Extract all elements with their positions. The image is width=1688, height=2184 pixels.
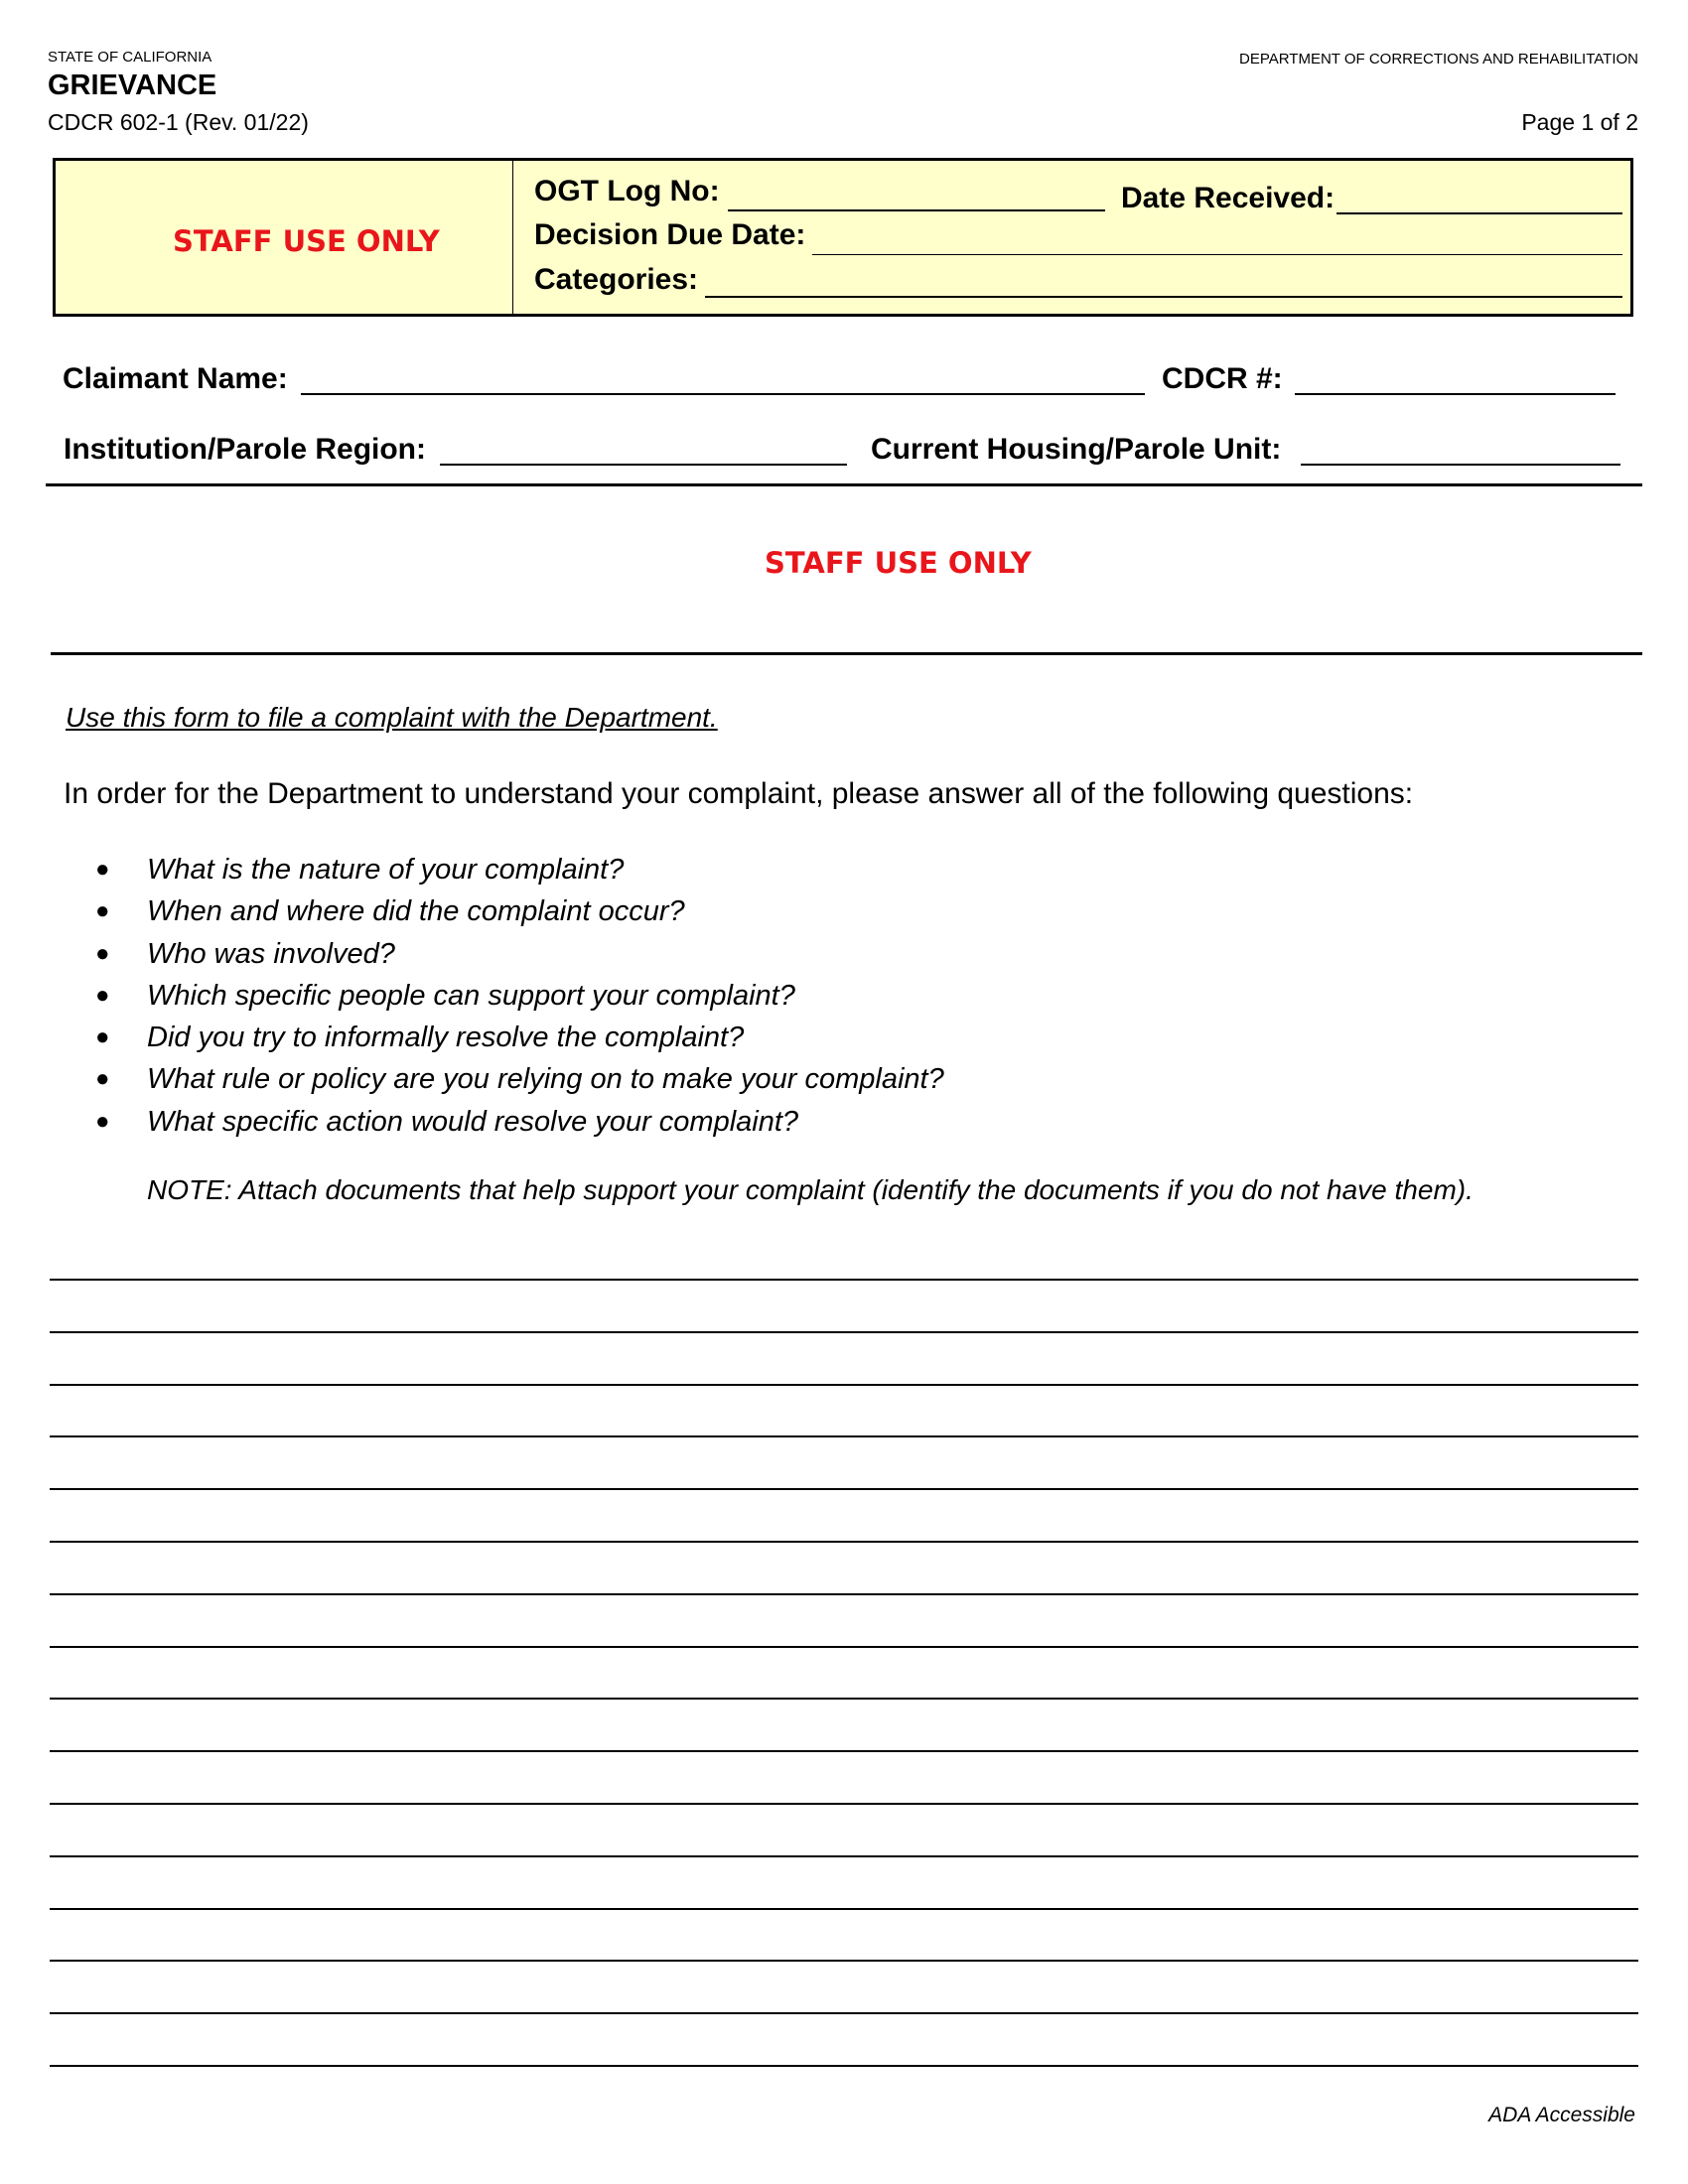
list-item: ● When and where did the complaint occur? (95, 890, 944, 932)
ogt-log-no-field[interactable] (728, 209, 1105, 211)
writing-line[interactable] (50, 1488, 1638, 1490)
writing-line[interactable] (50, 1750, 1638, 1752)
institution-field[interactable] (440, 464, 847, 466)
writing-line[interactable] (50, 1698, 1638, 1700)
section-divider-bottom (51, 652, 1642, 655)
writing-line[interactable] (50, 1593, 1638, 1595)
writing-line[interactable] (50, 2012, 1638, 2014)
list-item: ● Which specific people can support your complaint? (95, 975, 944, 1017)
categories-label: Categories: (534, 263, 699, 296)
ada-accessible-label: ADA Accessible (1488, 2104, 1635, 2126)
staff-box-divider (512, 161, 513, 314)
writing-line[interactable] (50, 1279, 1638, 1281)
writing-line[interactable] (50, 1855, 1638, 1857)
staff-use-only-label: STAFF USE ONLY (173, 224, 440, 258)
note-text: NOTE: Attach documents that help support your complaint (identify the documents if you do not have them). (147, 1174, 1474, 1205)
ogt-log-no-label: OGT Log No: (534, 175, 720, 207)
writing-line[interactable] (50, 1331, 1638, 1333)
writing-line[interactable] (50, 1541, 1638, 1543)
section-divider-top (46, 483, 1642, 486)
list-item: ● Who was involved? (95, 933, 944, 975)
bullet-icon: ● (95, 897, 110, 925)
list-item: ● Did you try to informally resolve the complaint? (95, 1017, 944, 1058)
claimant-name-field[interactable] (301, 393, 1145, 395)
staff-use-only-section-label: STAFF USE ONLY (765, 546, 1032, 580)
bullet-icon: ● (95, 939, 110, 967)
list-item: ● What is the nature of your complaint? (95, 849, 944, 890)
bullet-icon: ● (95, 1024, 110, 1051)
department-label: DEPARTMENT OF CORRECTIONS AND REHABILITATION (1239, 51, 1638, 68)
state-label: STATE OF CALIFORNIA (48, 49, 212, 66)
date-received-label: Date Received: (1121, 182, 1336, 214)
list-item: ● What rule or policy are you relying on to make your complaint? (95, 1058, 944, 1100)
bullet-icon: ● (95, 1065, 110, 1093)
claimant-name-label: Claimant Name: (63, 362, 288, 395)
decision-due-date-label: Decision Due Date: (534, 218, 806, 251)
categories-field[interactable] (705, 296, 1622, 298)
writing-line[interactable] (50, 1384, 1638, 1386)
writing-line[interactable] (50, 2065, 1638, 2067)
intro-text: Use this form to file a complaint with the Department. (66, 702, 718, 733)
instructions-lead: In order for the Department to understand your complaint, please answer all of the following questions: (64, 777, 1414, 810)
writing-line[interactable] (50, 1803, 1638, 1805)
writing-line[interactable] (50, 1908, 1638, 1910)
form-number: CDCR 602-1 (Rev. 01/22) (48, 109, 309, 135)
cdcr-number-label: CDCR #: (1162, 362, 1283, 395)
bullet-icon: ● (95, 1107, 110, 1135)
institution-label: Institution/Parole Region: (64, 433, 426, 466)
staff-use-box (53, 158, 1633, 317)
cdcr-number-field[interactable] (1295, 393, 1616, 395)
housing-unit-label: Current Housing/Parole Unit: (871, 433, 1282, 466)
writing-line[interactable] (50, 1960, 1638, 1962)
decision-due-date-field[interactable] (812, 254, 1622, 255)
page-number: Page 1 of 2 (1521, 109, 1638, 135)
list-item: ● What specific action would resolve your complaint? (95, 1101, 944, 1143)
bullet-icon: ● (95, 981, 110, 1009)
housing-unit-field[interactable] (1301, 464, 1620, 466)
form-title: GRIEVANCE (48, 69, 217, 101)
bullet-icon: ● (95, 856, 110, 883)
writing-line[interactable] (50, 1646, 1638, 1648)
writing-line[interactable] (50, 1435, 1638, 1437)
date-received-field[interactable] (1336, 212, 1622, 214)
question-list (95, 849, 944, 1143)
